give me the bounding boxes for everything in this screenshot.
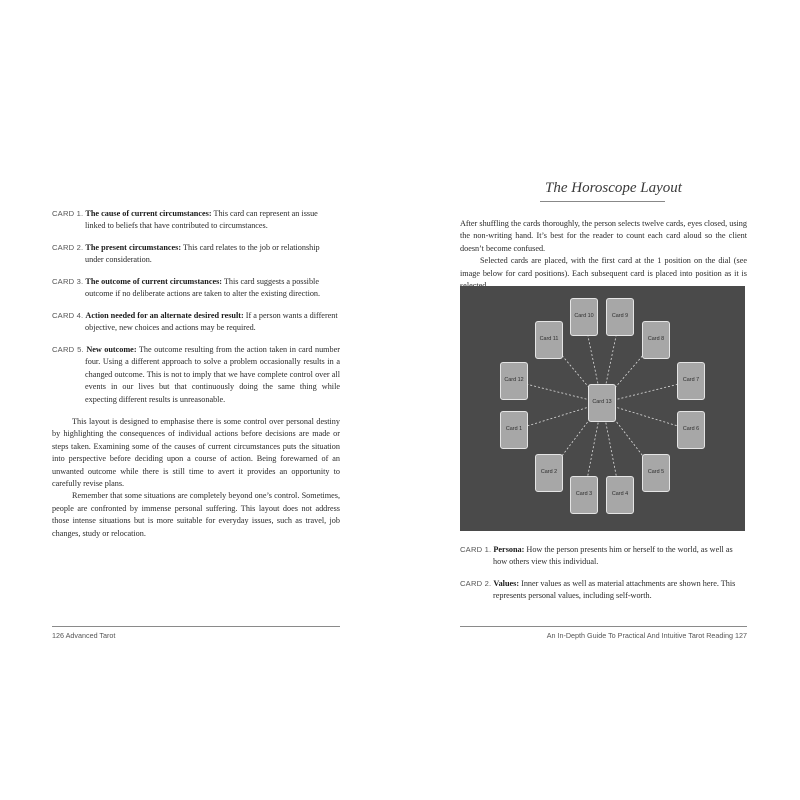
intro-text (460, 218, 747, 292)
card-title: Action needed for an alternate desired result: (85, 311, 244, 320)
card-number: CARD 5. (52, 345, 84, 354)
card-slot-label: Card 13 (592, 399, 612, 405)
left-page (52, 0, 340, 800)
card-slot-label: Card 10 (574, 313, 594, 319)
card-slot-label: Card 1 (505, 426, 523, 432)
footer-rule (52, 626, 340, 627)
card-slot-2 (535, 454, 563, 492)
horoscope-layout-diagram (460, 286, 745, 531)
section-title: The Horoscope Layout (545, 180, 682, 196)
card-description: This card suggests a possible outcome if no deliberate actions are taken to alter the existing direction. (85, 277, 321, 299)
card-slot-12 (500, 362, 528, 400)
card-slot-label: Card 5 (647, 469, 665, 475)
card-entry-values (460, 578, 747, 603)
card-number: CARD 1. (460, 545, 492, 554)
card-slot-1 (500, 411, 528, 449)
card-description: This card can represent an issue linked to beliefs that have contributed to circumstances. (85, 209, 318, 231)
card-slot-label: Card 12 (504, 377, 524, 383)
paragraph: This layout is designed to emphasise there is some control over personal destiny by highlighting the consequences of individual actions before decisions are made or steps taken. Examining some of the causes of current circumstances puts the situation into perspective before deciding upon a course of action. Being forewarned of an unwanted outcome while there is still time to avert it provides an opportunity to carefully revise plans. (52, 417, 340, 489)
card-slot-7 (677, 362, 705, 400)
card-entry-3 (52, 276, 340, 301)
card-slot-label: Card 4 (611, 491, 629, 497)
paragraph: Selected cards are placed, with the first card at the 1 position on the dial (see image below for card positions). Each subsequent card is placed into position as it is (460, 256, 747, 278)
card-number: CARD 3. (52, 277, 84, 286)
card-title: The present circumstances: (85, 243, 182, 252)
card-description: Inner values as well as material attachments are shown here. This represents personal values, including self-worth. (493, 579, 736, 601)
footer-rule (460, 626, 747, 627)
card-description: This card relates to the job or relationship under consideration. (85, 243, 320, 265)
page-footer-right: An In-Depth Guide To Practical And Intuitive Tarot Reading 127 (546, 631, 747, 640)
card-slot-label: Card 3 (575, 491, 593, 497)
card-slot-label: Card 9 (611, 313, 629, 319)
card-slot-label: Card 7 (682, 377, 700, 383)
card-slot-6 (677, 411, 705, 449)
card-number: CARD 4. (52, 311, 84, 320)
card-title: New outcome: (86, 345, 137, 354)
card-slot-3 (570, 476, 598, 514)
card-description: How the person presents him or herself to the world, as well as how others view this individual. (493, 545, 733, 567)
card-number: CARD 1. (52, 209, 84, 218)
card-number: CARD 2. (460, 579, 492, 588)
card-slot-label: Card 6 (682, 426, 700, 432)
card-slot-13 (588, 384, 616, 422)
card-number: CARD 2. (52, 243, 84, 252)
card-title: Values: (493, 579, 520, 588)
card-slot-label: Card 11 (539, 336, 559, 342)
card-slot-9 (606, 298, 634, 336)
card-title: Persona: (493, 545, 525, 554)
card-description: The outcome resulting from the action taken in card number four. Using a different approach to solve a problem occasionally results in a changed outcome. This is not to imply that we have complete control over all events in our lives but that continuously doing the same thing while expecting different results is unreasonable. (85, 345, 340, 404)
paragraph: After shuffling the cards thoroughly, the person selects twelve cards, eyes closed, using the non-writing hand. It’s best for the reader to count each card aloud so the client doesn’t become confused. (460, 219, 747, 253)
card-title: The outcome of current circumstances: (85, 277, 222, 286)
card-title: The cause of current circumstances: (85, 209, 212, 218)
page-footer-left: 126 Advanced Tarot (52, 631, 116, 640)
card-slot-label: Card 2 (540, 469, 558, 475)
paragraph: Remember that some situations are completely beyond one’s control. Sometimes, people are confronted by immense personal suffering. This layout does not address those intense situations but is more suitable for everyday issues, such as travel, job changes, study or relocation. (52, 491, 340, 538)
card-entry-5 (52, 344, 340, 406)
card-description: If a person wants a different objective, new choices and actions may be required. (85, 311, 338, 333)
card-entry-persona (460, 544, 747, 569)
card-slot-4 (606, 476, 634, 514)
card-slot-5 (642, 454, 670, 492)
card-entry-2 (52, 242, 340, 267)
card-slot-8 (642, 321, 670, 359)
title-underline (540, 201, 665, 202)
card-slot-10 (570, 298, 598, 336)
body-text (52, 416, 340, 540)
card-entry-1 (52, 208, 340, 233)
card-slot-label: Card 8 (647, 336, 665, 342)
card-slot-11 (535, 321, 563, 359)
card-entry-4 (52, 310, 340, 335)
